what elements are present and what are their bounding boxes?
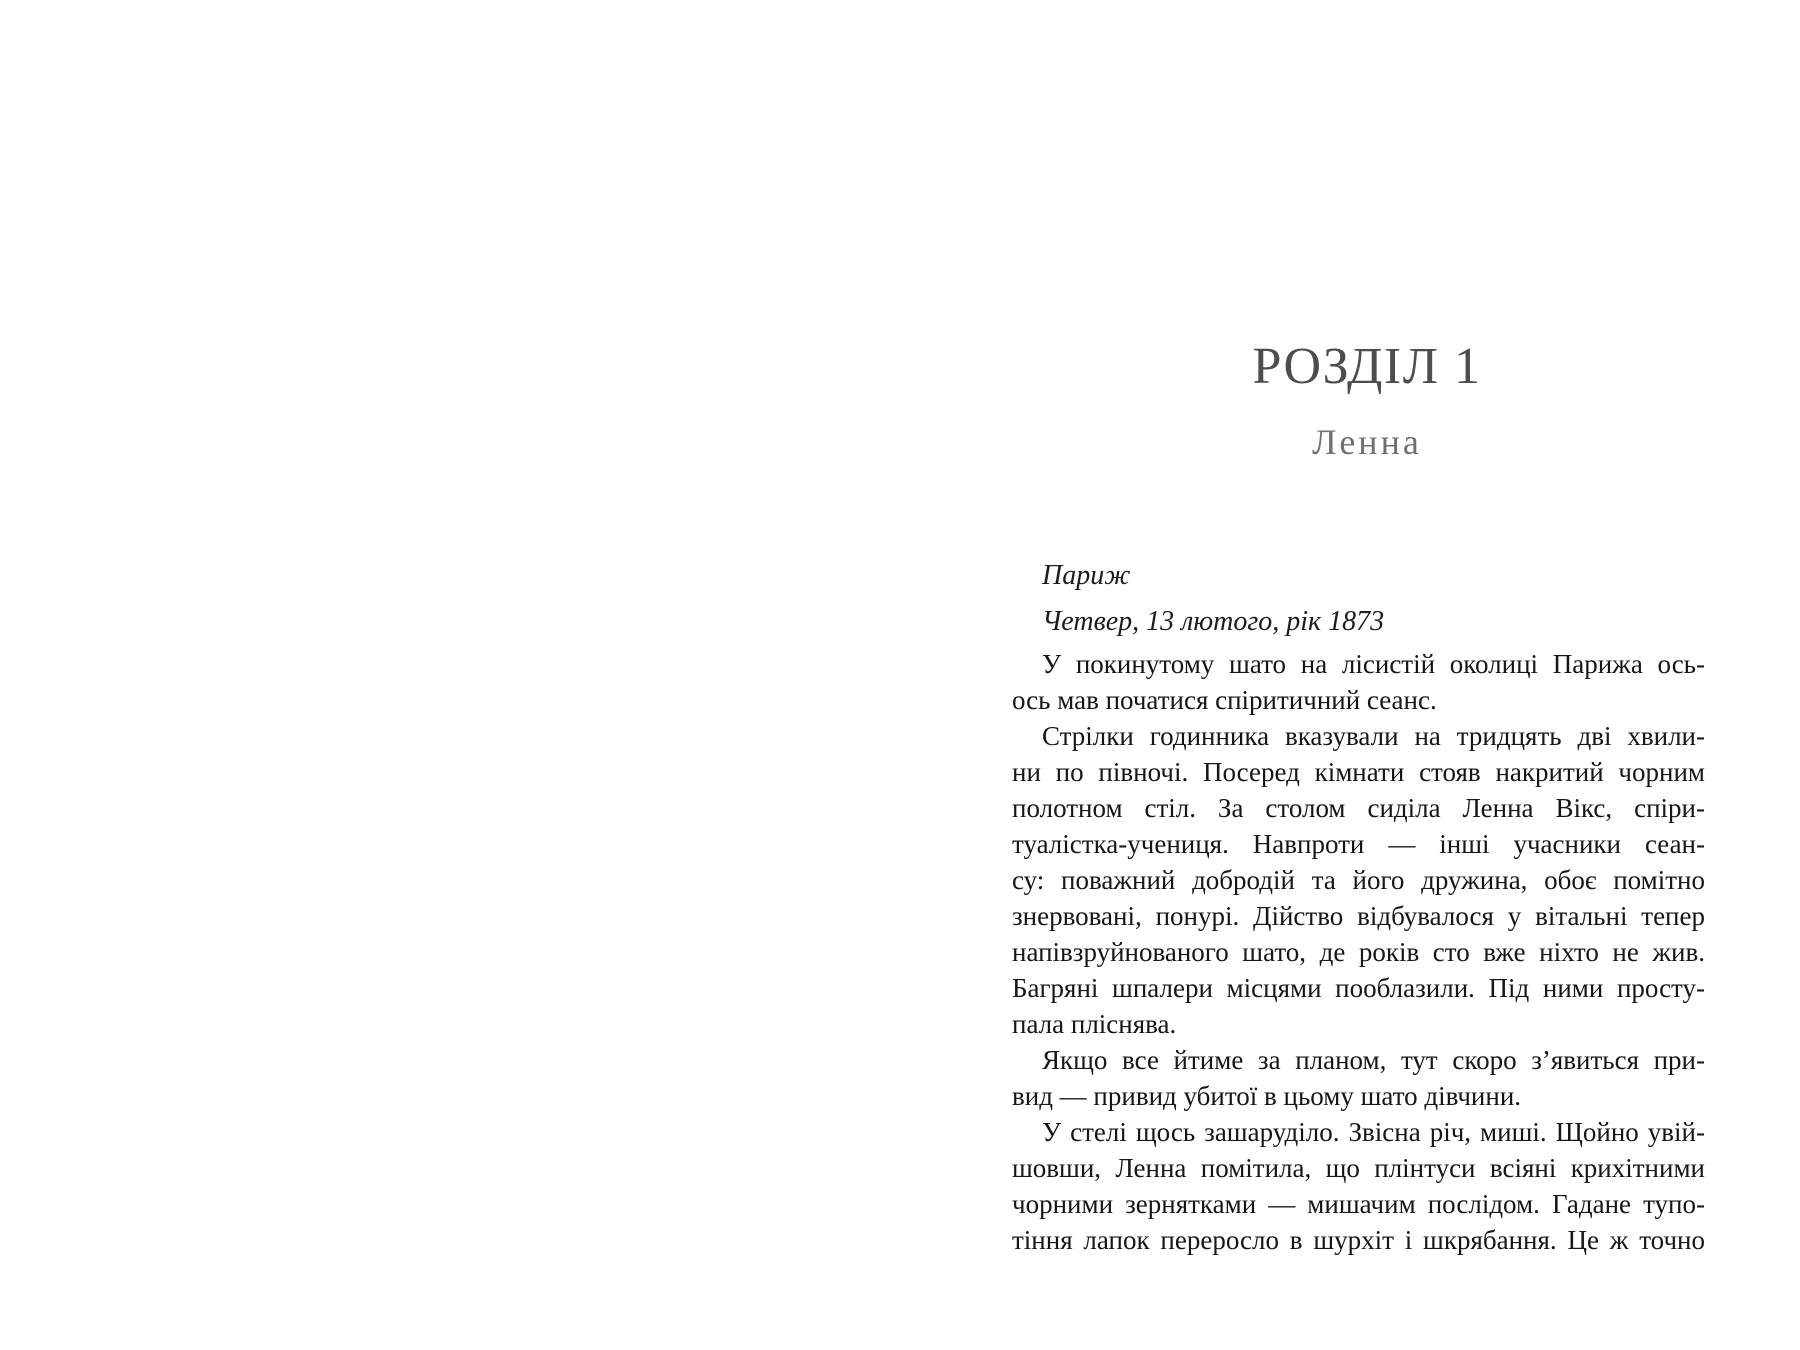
body-line: Якщо все йтиме за планом, тут скоро з’явиться при- [1042, 1045, 1705, 1075]
body-line: У покинутому шато на лісистій околиці Парижа ось- [1042, 649, 1705, 679]
body-line: ось мав початися спіритичний сеанс. [1012, 685, 1437, 715]
body-line: пала пліснява. [1012, 1009, 1177, 1039]
body-line: шовши, Ленна помітила, що плінтуси всіяні крихітними [1012, 1153, 1705, 1183]
body-line: полотном стіл. За столом сиділа Ленна Вікс, спіри- [1012, 793, 1705, 823]
body-line: Стрілки годинника вказували на тридцять дві хвили- [1042, 721, 1705, 751]
body-line: знервовані, понурі. Дійство відбувалося у вітальні тепер [1012, 901, 1705, 931]
chapter-subtitle: Ленна [1312, 422, 1422, 462]
body-line: чорними зернятками — мишачим послідом. Гадане тупо- [1012, 1189, 1705, 1219]
body-line: ни по півночі. Посеред кімнати стояв накритий чорним [1012, 757, 1705, 787]
body-line: напівзруйнованого шато, де років сто вже ніхто не жив. [1012, 937, 1705, 967]
body-line: туалістка-учениця. Навпроти — інші учасники сеан- [1012, 829, 1705, 859]
body-line: су: поважний добродій та його дружина, обоє помітно [1012, 865, 1705, 895]
dateline [1042, 553, 1705, 645]
chapter-title: РОЗДІЛ 1 [1252, 338, 1482, 395]
body-line: Багряні шпалери місцями пооблазили. Під ними просту- [1012, 973, 1705, 1003]
body-text [1012, 646, 1705, 1258]
body-line: вид — привид убитої в цьому шато дівчини. [1012, 1081, 1522, 1111]
dateline-place: Париж [1042, 560, 1131, 591]
dateline-date: Четвер, 13 лютого, рік 1873 [1042, 606, 1385, 637]
body-line: тіння лапок переросло в шурхіт і шкрябання. Це ж точно [1012, 1225, 1705, 1255]
body-line: У стелі щось зашаруділо. Звісна річ, миші. Щойно увій- [1042, 1117, 1705, 1147]
